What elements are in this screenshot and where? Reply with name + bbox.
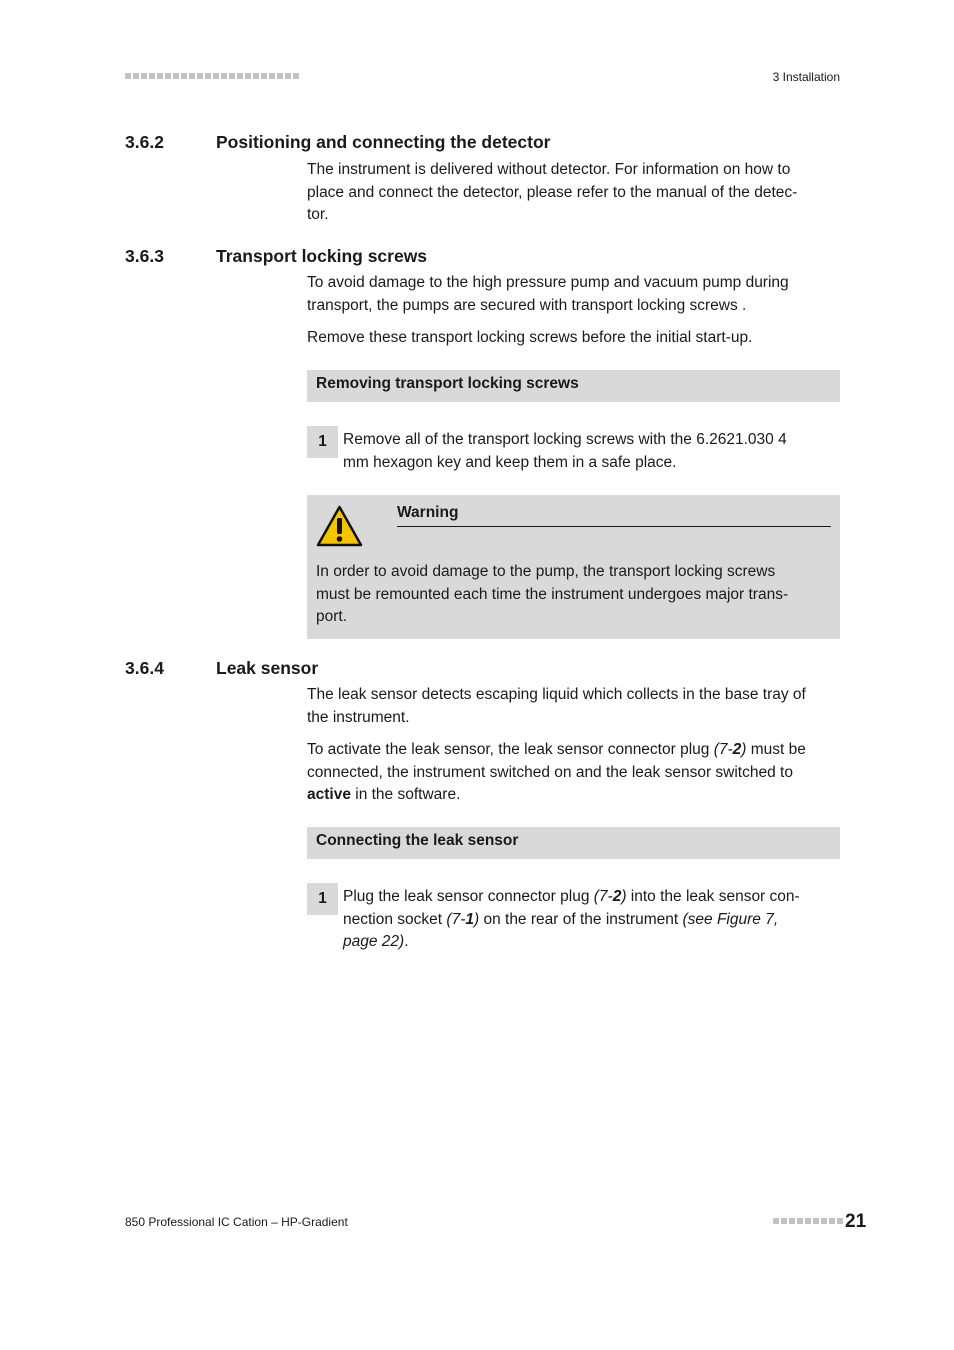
text-line	[343, 931, 838, 954]
cross-reference-link[interactable]: (see Figure 7,	[682, 910, 779, 928]
text-line	[307, 739, 837, 762]
paragraph-detector	[307, 159, 837, 227]
text-run: Plug the leak sensor connector plug	[343, 888, 594, 905]
figure-ref: (7-	[593, 888, 613, 905]
figure-ref: )	[741, 741, 747, 758]
text-line: Remove all of the transport locking screws with the 6.2621.030 4	[343, 431, 787, 448]
text-line: The instrument is delivered without detector. For information on how to	[307, 161, 791, 178]
text-run: .	[404, 933, 409, 950]
text-line: The leak sensor detects escaping liquid which collects in the base tray of	[307, 686, 806, 703]
procedure-title-bar	[307, 827, 840, 859]
warning-title: Warning	[397, 504, 459, 521]
text-line: Remove these transport locking screws before the initial start-up.	[307, 329, 753, 346]
step-text	[343, 429, 838, 474]
text-line: port.	[316, 608, 348, 625]
header-decoration-dots	[125, 73, 299, 79]
figure-ref: )	[621, 888, 627, 905]
page-number: 21	[845, 1211, 867, 1232]
running-header-chapter: 3 Installation	[772, 70, 840, 84]
paragraph-transport-remove	[307, 327, 837, 350]
text-line: To avoid damage to the high pressure pump and vacuum pump during	[307, 274, 789, 291]
text-line: connected, the instrument switched on and the leak sensor switched to	[307, 763, 793, 781]
figure-ref-number: 2	[732, 741, 742, 758]
section-title: Positioning and connecting the detector	[216, 132, 551, 152]
section-number: 3.6.4	[125, 658, 164, 678]
text-line: In order to avoid damage to the pump, the transport locking screws	[316, 563, 776, 580]
procedure-title: Connecting the leak sensor	[316, 832, 519, 849]
footer-decoration-dots	[773, 1218, 843, 1224]
paragraph-leak-intro	[307, 684, 837, 729]
paragraph-leak-activate	[307, 739, 837, 807]
footer-product-name: 850 Professional IC Cation – HP-Gradient	[125, 1215, 348, 1229]
text-run: To activate the leak sensor, the leak sensor connector plug	[307, 741, 714, 758]
text-line	[343, 886, 838, 909]
warning-triangle-icon	[316, 505, 363, 547]
procedure-title-bar	[307, 370, 840, 402]
step-number: 1	[307, 426, 338, 458]
text-run: into the leak sensor con-	[626, 888, 800, 905]
warning-title-rule	[397, 526, 831, 527]
figure-ref-number: 2	[612, 888, 622, 905]
cross-reference-link[interactable]: page 22)	[343, 933, 405, 950]
section-number: 3.6.2	[125, 132, 164, 152]
text-line: tor.	[307, 206, 329, 223]
figure-ref: (7-	[446, 910, 466, 928]
step-number: 1	[307, 883, 338, 915]
text-line: the instrument.	[307, 708, 410, 726]
section-title: Transport locking screws	[216, 246, 428, 266]
text-line	[307, 784, 837, 807]
warning-text	[316, 561, 831, 629]
figure-ref: )	[473, 910, 480, 928]
section-title: Leak sensor	[216, 658, 319, 678]
text-run: on the rear of the instrument	[479, 910, 683, 928]
text-line: transport, the pumps are secured with transport locking screws .	[307, 296, 747, 314]
text-run: must be	[746, 741, 806, 758]
text-line	[343, 909, 838, 932]
figure-ref-number: 1	[465, 910, 474, 928]
paragraph-transport-intro	[307, 272, 837, 317]
text-line: place and connect the detector, please refer to the manual of the detec-	[307, 183, 798, 201]
software-term: active	[307, 786, 351, 803]
text-line: must be remounted each time the instrument undergoes major trans-	[316, 585, 789, 603]
figure-ref: (7-	[713, 741, 733, 758]
section-number: 3.6.3	[125, 246, 164, 266]
procedure-title: Removing transport locking screws	[316, 375, 579, 392]
text-run: in the software.	[350, 786, 461, 803]
text-run: nection socket	[343, 910, 447, 928]
warning-box	[307, 495, 840, 639]
text-line: mm hexagon key and keep them in a safe place.	[343, 453, 677, 471]
step-text	[343, 886, 838, 954]
